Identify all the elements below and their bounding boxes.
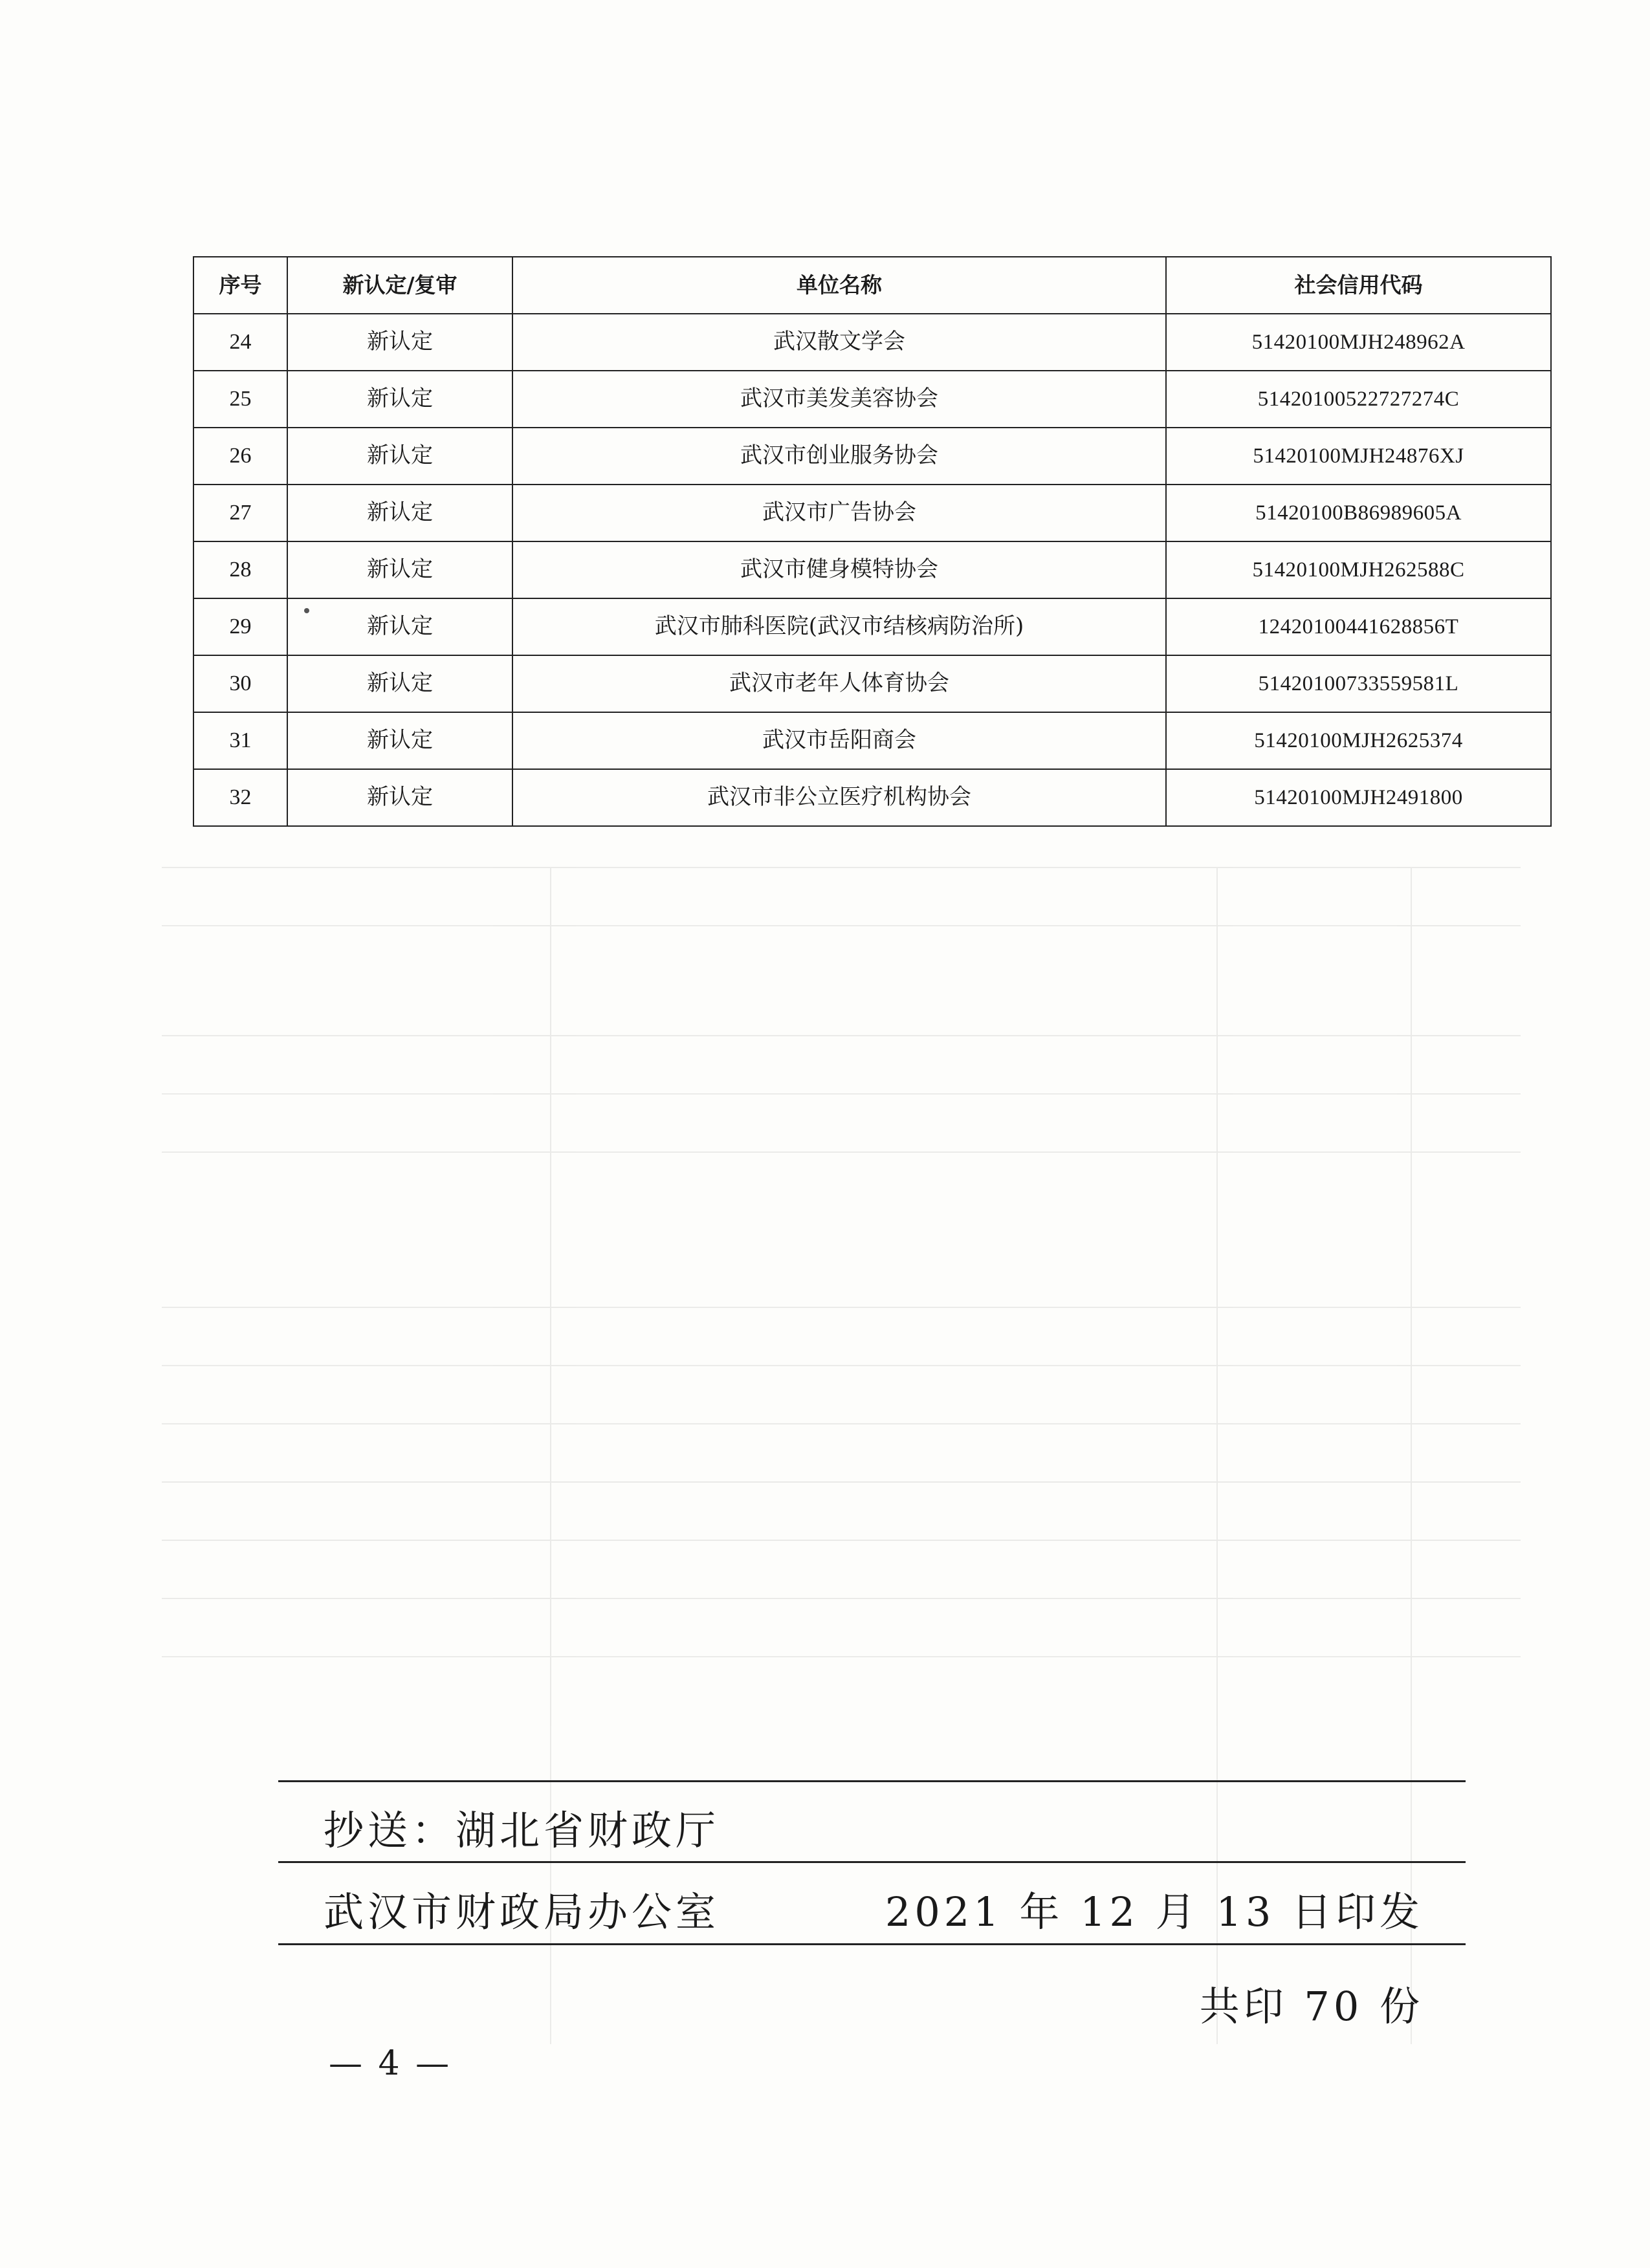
- cell-type: 新认定: [287, 769, 512, 826]
- cell-name: 武汉市美发美容协会: [512, 371, 1166, 428]
- cell-code: 51420100MJH2491800: [1166, 769, 1551, 826]
- cell-type: 新认定: [287, 541, 512, 598]
- print-copies: 共印 70 份: [1199, 1983, 1424, 2030]
- cell-name: 武汉市创业服务协会: [512, 428, 1166, 485]
- cell-name: 武汉市非公立医疗机构协会: [512, 769, 1166, 826]
- cell-type: 新认定: [287, 485, 512, 541]
- cell-code: 51420100522727274C: [1166, 371, 1551, 428]
- table-row: [193, 598, 1551, 655]
- footer-rule-bottom: [278, 1943, 1466, 1945]
- table-row: [193, 371, 1551, 428]
- table-row: [193, 314, 1551, 371]
- organization-table: [193, 256, 1552, 827]
- header-type: 新认定/复审: [287, 257, 512, 314]
- cell-seq: 29: [193, 598, 287, 655]
- cell-name: 武汉散文学会: [512, 314, 1166, 371]
- cell-code: 51420100MJH24876XJ: [1166, 428, 1551, 485]
- cell-type: 新认定: [287, 428, 512, 485]
- cell-seq: 24: [193, 314, 287, 371]
- cell-code: 12420100441628856T: [1166, 598, 1551, 655]
- header-seq: 序号: [193, 257, 287, 314]
- table-row: [193, 541, 1551, 598]
- cell-seq: 26: [193, 428, 287, 485]
- table-row: [193, 712, 1551, 769]
- cell-code: 51420100B86989605A: [1166, 485, 1551, 541]
- cell-seq: 31: [193, 712, 287, 769]
- cell-name: 武汉市老年人体育协会: [512, 655, 1166, 712]
- cell-name: 武汉市岳阳商会: [512, 712, 1166, 769]
- cell-code: 51420100MJH248962A: [1166, 314, 1551, 371]
- cc-recipient: 抄送：湖北省财政厅: [324, 1807, 720, 1854]
- cell-code: 51420100MJH2625374: [1166, 712, 1551, 769]
- table-row: [193, 769, 1551, 826]
- table-row: [193, 485, 1551, 541]
- cell-name: 武汉市肺科医院(武汉市结核病防治所): [512, 598, 1166, 655]
- issue-date: 2021 年 12 月 13 日印发: [885, 1888, 1424, 1935]
- header-code: 社会信用代码: [1166, 257, 1551, 314]
- cell-code: 51420100733559581L: [1166, 655, 1551, 712]
- show-through-marks: [162, 867, 1534, 2044]
- cell-name: 武汉市广告协会: [512, 485, 1166, 541]
- table-row: [193, 428, 1551, 485]
- cell-type: 新认定: [287, 314, 512, 371]
- header-name: 单位名称: [512, 257, 1166, 314]
- page-number: — 4 —: [329, 2044, 452, 2083]
- cell-type: 新认定: [287, 598, 512, 655]
- cell-type: 新认定: [287, 712, 512, 769]
- cell-name: 武汉市健身模特协会: [512, 541, 1166, 598]
- cell-type: 新认定: [287, 371, 512, 428]
- cell-seq: 30: [193, 655, 287, 712]
- cell-seq: 25: [193, 371, 287, 428]
- footer-rule-top: [278, 1780, 1466, 1782]
- footer-rule-middle: [278, 1861, 1466, 1863]
- cell-code: 51420100MJH262588C: [1166, 541, 1551, 598]
- table-header-row: [193, 257, 1551, 314]
- cell-seq: 28: [193, 541, 287, 598]
- cell-seq: 32: [193, 769, 287, 826]
- issuing-office: 武汉市财政局办公室: [324, 1888, 720, 1935]
- table-row: [193, 655, 1551, 712]
- cell-seq: 27: [193, 485, 287, 541]
- cell-type: 新认定: [287, 655, 512, 712]
